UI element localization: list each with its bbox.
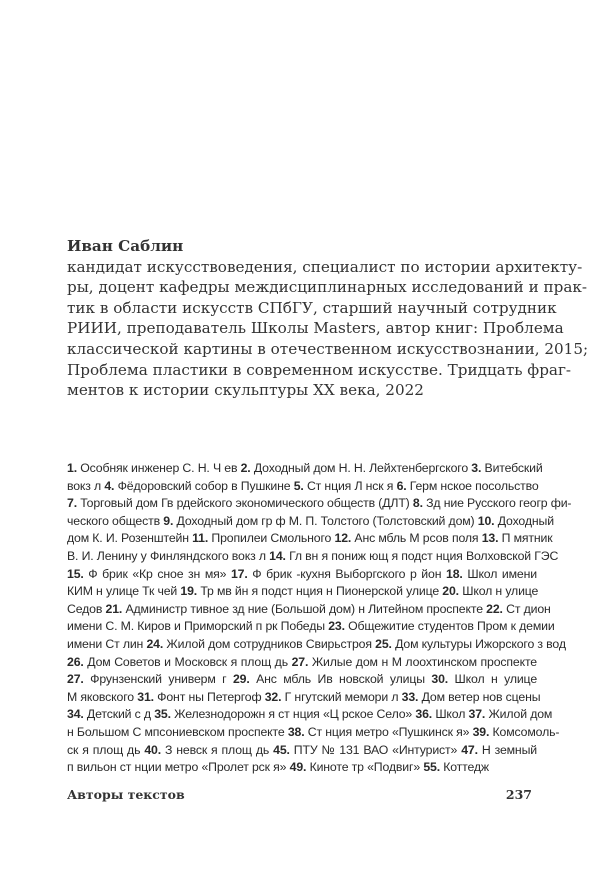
author-name: Иван Саблин (67, 237, 184, 255)
bio-line: ментов к истории скульптуры XX века, 2022 (67, 381, 424, 400)
caption-number: 15. (67, 566, 84, 581)
caption-text: Ст нция метро «Пушкинск я» (304, 724, 473, 739)
caption-text: Доходный дом гр ф М. П. Толстого (Толстовский дом) (173, 513, 478, 528)
caption-number: 7. (67, 496, 77, 511)
caption-text: Школ (432, 707, 469, 722)
caption-text: ческого обществ (67, 513, 164, 528)
caption-text: Дом культуры Ижорского з вод (391, 636, 566, 651)
caption-text: Школ н улице (458, 584, 539, 599)
caption-number: 26. (67, 654, 84, 669)
caption-number: 22. (486, 601, 503, 616)
author-bio (67, 236, 589, 401)
caption-number: 40. (144, 742, 161, 757)
caption-number: 6. (396, 478, 407, 493)
caption-text: Седов (67, 601, 106, 616)
caption-number: 49. (289, 760, 307, 775)
caption-line (67, 460, 543, 478)
caption-text: Комсомоль- (489, 724, 560, 739)
bio-line: Проблема пластики в современном искусстве. Тридцать фраг- (67, 360, 572, 379)
caption-text: Фрунзенский универм г (83, 672, 233, 687)
caption-text: Ф брик -кухня Выборгского р йон (247, 566, 447, 581)
caption-line (67, 654, 537, 672)
caption-text: Ст дион (502, 601, 551, 616)
caption-text: Детский с д (83, 707, 155, 722)
caption-line (67, 530, 553, 548)
caption-number: 39. (472, 724, 490, 739)
page-number: 237 (505, 787, 532, 802)
caption-number: 29. (232, 672, 250, 687)
caption-text: П мятник (498, 531, 553, 546)
caption-text: Доходный (494, 513, 554, 528)
caption-text: Доходный дом Н. Н. Лейхтенбергского (250, 461, 472, 475)
caption-text: Гл вн я пониж ющ я подст нция Волховской ГЭС (285, 548, 559, 563)
caption-text: Общежитие студентов Пром к демии (344, 619, 555, 634)
caption-text: В. И. Ленину у Финляндского вокз л (67, 548, 270, 563)
caption-line (67, 636, 566, 654)
caption-number: 33. (401, 689, 419, 704)
caption-text: Ст нция Л нск я (303, 478, 397, 493)
caption-line (67, 478, 537, 496)
caption-number: 14. (269, 548, 286, 563)
caption-text: Коттедж (439, 760, 490, 775)
caption-number: 8. (412, 496, 423, 511)
illustration-captions (67, 460, 572, 777)
caption-line (67, 566, 537, 584)
bio-line: классической картины в отечественном искусствознании, 2015; (67, 339, 589, 358)
caption-text: Школ имени (462, 566, 537, 581)
caption-text: Н земный (477, 742, 537, 757)
caption-number: 35. (154, 707, 171, 722)
running-footer-title: Авторы текстов (67, 787, 185, 802)
caption-number: 45. (273, 742, 290, 757)
caption-text: имени С. М. Киров и Приморский п рк Победы (67, 619, 329, 634)
caption-text: КИМ н улице Тк чей (67, 584, 181, 599)
caption-text: Жилой дом сотрудников Свирьстроя (163, 636, 376, 651)
caption-text: Дом Советов и Московск я площ дь (83, 654, 292, 669)
caption-number: 19. (180, 584, 198, 599)
caption-text: З невск я площ дь (160, 742, 274, 757)
caption-text: Особняк инженер С. Н. Ч ев (76, 461, 241, 475)
caption-number: 30. (431, 672, 449, 687)
caption-text: Фёдоровский собор в Пушкине (114, 478, 294, 493)
caption-number: 17. (230, 566, 248, 581)
caption-text: ск я площ дь (67, 742, 145, 757)
caption-text: Анс мбль М рсов поля (351, 531, 482, 546)
caption-text: Ф брик «Кр сное зн мя» (83, 566, 231, 581)
caption-number: 1. (67, 461, 77, 475)
caption-text: Торговый дом Гв рдейского экономического обществ (ДЛТ) (76, 496, 413, 511)
caption-line (67, 583, 537, 601)
caption-text: Витебский (481, 461, 543, 475)
caption-line (67, 671, 537, 689)
caption-line (67, 513, 554, 531)
caption-line (67, 548, 559, 566)
caption-number: 4. (104, 478, 115, 493)
caption-text: Киноте тр «Подвиг» (306, 760, 424, 775)
caption-line (67, 618, 555, 636)
caption-line (67, 724, 560, 742)
caption-number: 13. (481, 531, 499, 546)
caption-number: 25. (375, 636, 392, 651)
caption-number: 37. (468, 707, 486, 722)
caption-text: Пропилеи Смольного (208, 531, 335, 546)
caption-number: 23. (328, 619, 345, 634)
caption-text: Администр тивное зд ние (Большой дом) н Литейном проспекте (122, 601, 487, 616)
caption-text: Жилые дом н М лоохтинском проспекте (308, 654, 537, 669)
caption-text: Анс мбль Ив новской улицы (249, 672, 432, 687)
caption-line (67, 742, 537, 760)
caption-text: дом К. И. Розенштейн (67, 531, 193, 546)
caption-text: Герм нское посольство (406, 478, 539, 493)
caption-number: 24. (146, 636, 164, 651)
caption-number: 27. (291, 654, 309, 669)
page-footer (67, 787, 532, 802)
caption-text: н Большом С мпсониевском проспекте (67, 724, 288, 739)
caption-line (67, 706, 553, 724)
bio-line: тик в области искусств СПбГУ, старший научный сотрудник (67, 298, 557, 317)
caption-number: 3. (471, 461, 482, 475)
caption-line (67, 495, 572, 513)
caption-number: 31. (137, 689, 154, 704)
caption-number: 12. (334, 531, 352, 546)
caption-number: 10. (477, 513, 495, 528)
bio-line: кандидат искусствоведения, специалист по истории архитекту- (67, 257, 583, 276)
caption-text: вокз л (67, 478, 105, 493)
bio-line: ры, доцент кафедры междисциплинарных исследований и прак- (67, 278, 588, 297)
caption-number: 27. (67, 672, 84, 687)
caption-number: 5. (293, 478, 304, 493)
caption-text: Зд ние Русского геогр фи- (422, 496, 572, 511)
caption-number: 2. (240, 461, 251, 475)
caption-text: Г нгутский мемори л (281, 689, 402, 704)
caption-number: 20. (442, 584, 459, 599)
caption-number: 11. (192, 531, 209, 546)
caption-number: 55. (423, 760, 440, 775)
caption-number: 18. (446, 566, 463, 581)
caption-text: Фонт ны Петергоф (153, 689, 265, 704)
caption-text: имени Ст лин (67, 636, 147, 651)
caption-number: 21. (105, 601, 123, 616)
caption-text: Железнодорожн я ст нция «Ц рское Село» (170, 707, 416, 722)
caption-number: 32. (264, 689, 282, 704)
caption-number: 9. (163, 513, 174, 528)
caption-number: 36. (415, 707, 433, 722)
caption-number: 38. (287, 724, 305, 739)
caption-text: Дом ветер нов сцены (418, 689, 541, 704)
caption-text: п вильон ст нции метро «Пролет рск я» (67, 760, 290, 775)
caption-text: Школ н улице (448, 672, 538, 687)
caption-number: 47. (461, 742, 478, 757)
bio-line: РИИИ, преподаватель Школы Masters, автор книг: Проблема (67, 319, 564, 338)
caption-text: Тр мв йн я подст нция н Пионерской улице (197, 584, 443, 599)
caption-text: ПТУ № 131 ВАО «Интурист» (289, 742, 462, 757)
caption-text: Жилой дом (485, 707, 553, 722)
caption-line (67, 759, 537, 777)
caption-text: М яковского (67, 689, 138, 704)
caption-number: 34. (67, 707, 84, 722)
caption-line (67, 689, 541, 707)
caption-line (67, 601, 551, 619)
